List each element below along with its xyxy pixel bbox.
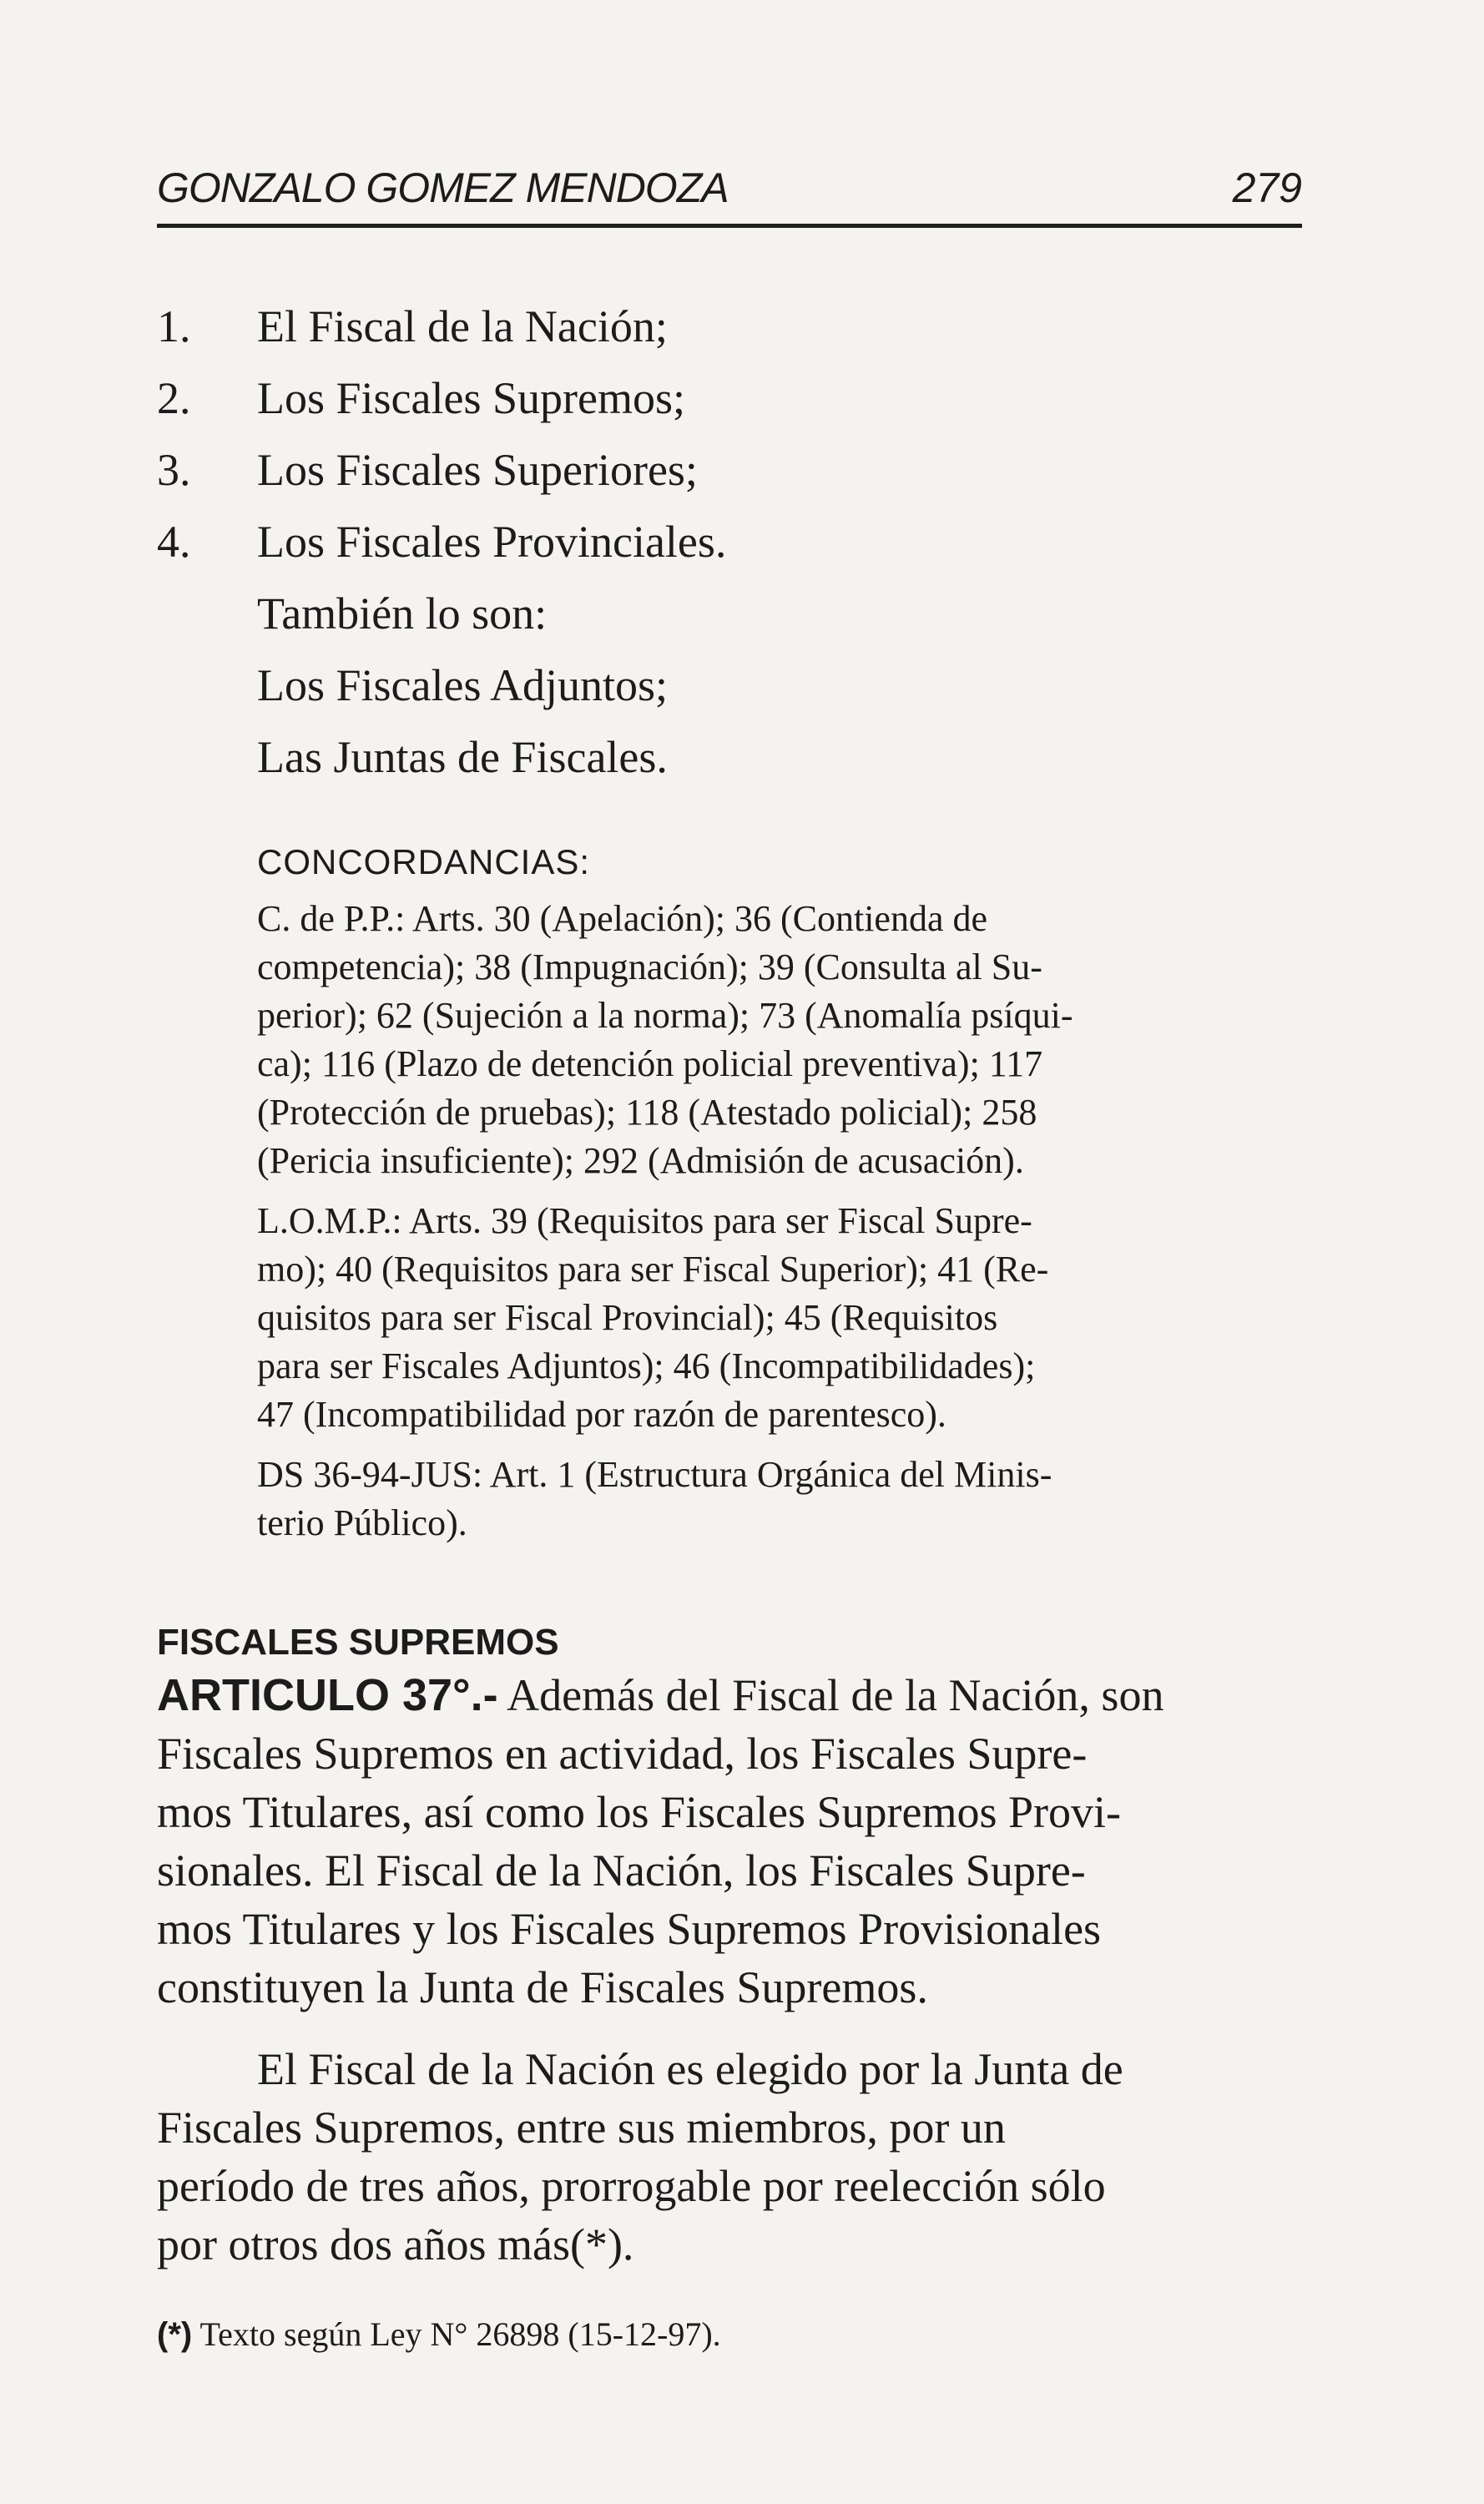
fiscal-hierarchy-list	[157, 290, 1325, 578]
article-paragraph	[157, 1666, 1302, 2017]
article-text: Además del Fiscal de la Nación, son	[497, 1670, 1164, 1720]
text-line: por otros dos años más(*).	[157, 2219, 634, 2269]
text-line: período de tres años, prorrogable por reelección sólo	[157, 2161, 1106, 2211]
page-number: 279	[1232, 164, 1302, 211]
text-line: (Pericia insuficiente); 292 (Admisión de acusación).	[257, 1140, 1024, 1181]
list-item	[157, 290, 1325, 362]
text-line: Fiscales Supremos en actividad, los Fiscales Supre-	[157, 1729, 1088, 1779]
text-line: 47 (Incompatibilidad por razón de parentesco).	[257, 1394, 946, 1435]
text-line: mos Titulares y los Fiscales Supremos Provisionales	[157, 1904, 1102, 1954]
text-line: mos Titulares, así como los Fiscales Supremos Provi-	[157, 1787, 1122, 1837]
text-line: perior); 62 (Sujeción a la norma); 73 (Anomalía psíqui-	[257, 995, 1073, 1036]
concordancias-block	[257, 836, 1302, 1547]
section-title: FISCALES SUPREMOS	[157, 1622, 559, 1663]
text-line: competencia); 38 (Impugnación); 39 (Consulta al Su-	[257, 947, 1042, 987]
also-organs-block	[257, 578, 1259, 793]
text-line: quisitos para ser Fiscal Provincial); 45 (Requisitos	[257, 1297, 998, 1338]
text-line: terio Público).	[257, 1502, 467, 1543]
list-item-text: Los Fiscales Provinciales.	[257, 517, 727, 567]
concordancias-heading: CONCORDANCIAS:	[257, 842, 591, 881]
also-item: Las Juntas de Fiscales.	[257, 732, 668, 782]
text-line: Fiscales Supremos, entre sus miembros, por un	[157, 2103, 1006, 2153]
list-item-number: 3.	[157, 445, 191, 495]
article-label: ARTICULO 37°.-	[157, 1670, 498, 1720]
text-line: mo); 40 (Requisitos para ser Fiscal Superior); 41 (Re-	[257, 1249, 1049, 1290]
text-line	[157, 1666, 1302, 1724]
concordancia-lomp	[257, 1197, 1302, 1439]
list-item-number: 2.	[157, 373, 191, 423]
list-item-number: 4.	[157, 517, 191, 567]
footnote-text: Texto según Ley N° 26898 (15-12-97).	[192, 2315, 721, 2353]
list-item-number: 1.	[157, 301, 191, 351]
header-author: GONZALO GOMEZ MENDOZA	[157, 164, 729, 211]
list-item	[157, 434, 1325, 506]
running-header	[157, 157, 1302, 228]
text-line: El Fiscal de la Nación es elegido por la Junta de	[257, 2044, 1123, 2094]
footnote	[157, 2312, 1302, 2357]
list-item-text: Los Fiscales Superiores;	[257, 445, 698, 495]
text-line: para ser Fiscales Adjuntos); 46 (Incompatibilidades);	[257, 1345, 1036, 1386]
list-item-text: El Fiscal de la Nación;	[257, 301, 668, 351]
text-line: C. de P.P.: Arts. 30 (Apelación); 36 (Contienda de	[257, 898, 988, 939]
footnote-mark: (*)	[157, 2316, 193, 2353]
article-paragraph	[157, 2040, 1302, 2274]
concordancia-ds	[257, 1451, 1302, 1547]
text-line: (Protección de pruebas); 118 (Atestado policial); 258	[257, 1092, 1037, 1133]
list-item	[157, 506, 1325, 578]
list-item	[157, 362, 1325, 434]
footnote-line	[157, 2312, 1302, 2357]
text-line: L.O.M.P.: Arts. 39 (Requisitos para ser Fiscal Supre-	[257, 1200, 1032, 1241]
also-item: Los Fiscales Adjuntos;	[257, 660, 669, 710]
text-line: constituyen la Junta de Fiscales Supremos.	[157, 1962, 928, 2012]
list-item-text: Los Fiscales Supremos;	[257, 373, 685, 423]
also-intro: También lo son:	[257, 588, 548, 639]
fiscales-supremos-section	[157, 1619, 1302, 2274]
text-line: sionales. El Fiscal de la Nación, los Fiscales Supre-	[157, 1845, 1086, 1896]
text-line: DS 36-94-JUS: Art. 1 (Estructura Orgánica del Minis-	[257, 1454, 1052, 1495]
concordancia-cpp	[257, 895, 1302, 1185]
text-line: ca); 116 (Plazo de detención policial preventiva); 117	[257, 1043, 1043, 1084]
